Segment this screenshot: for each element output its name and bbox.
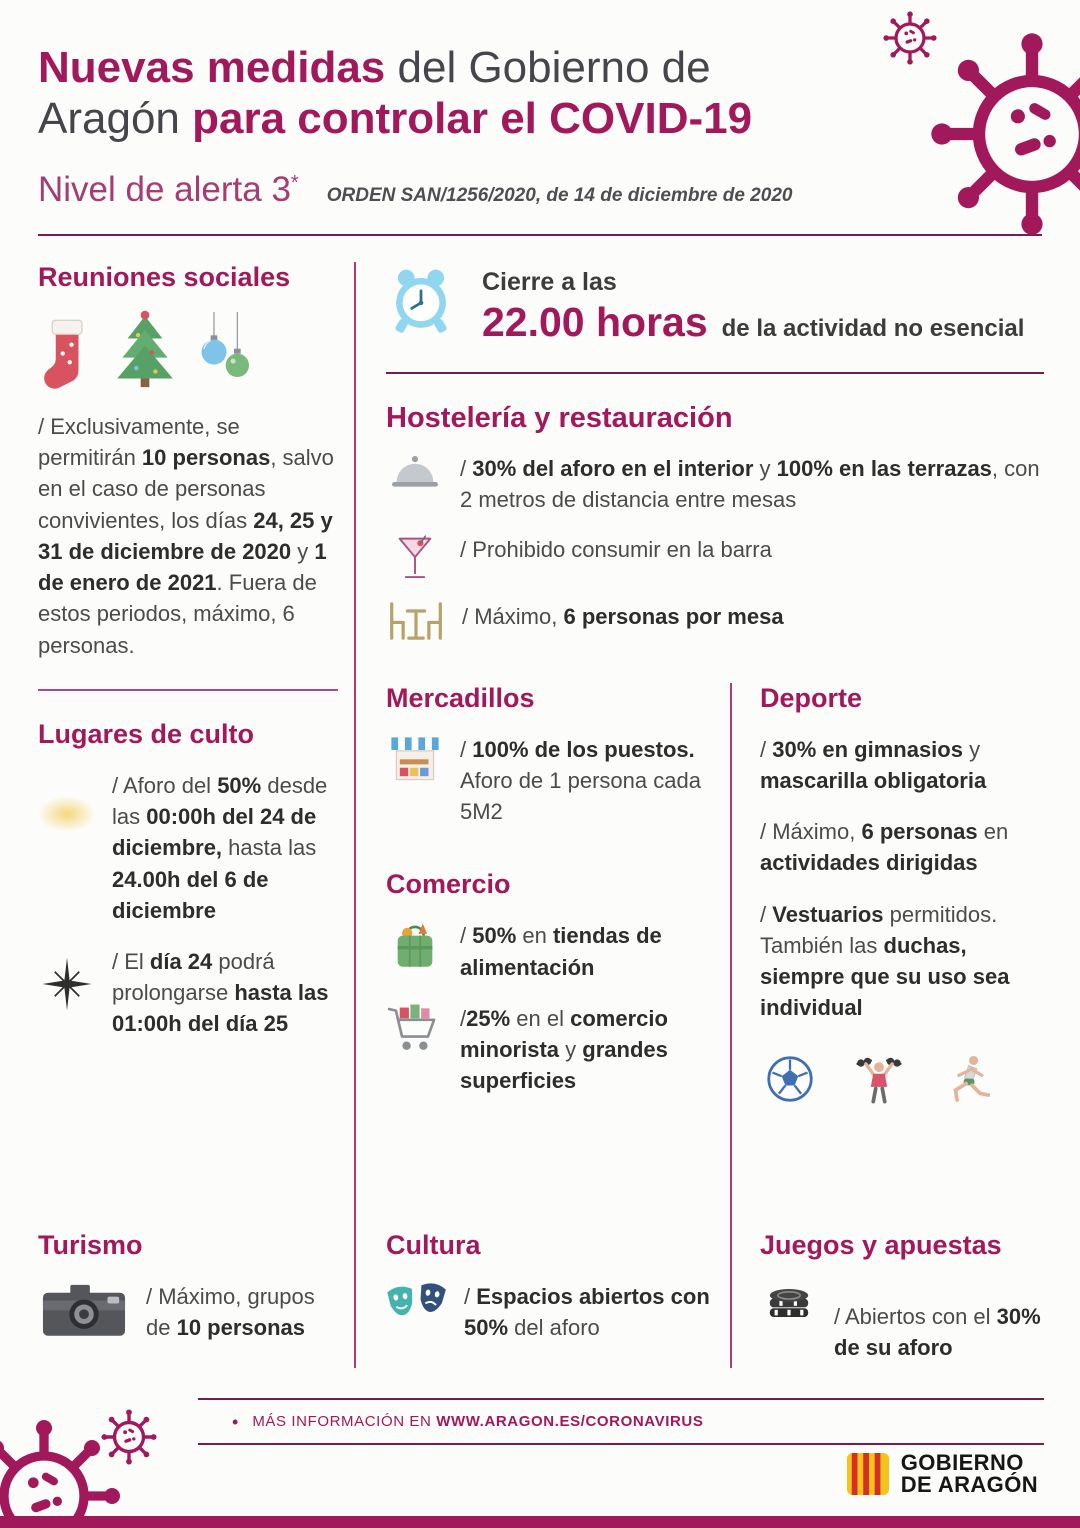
market-stall-icon [386, 734, 444, 828]
cultura-text: / Espacios abiertos con 50% del aforo [464, 1284, 710, 1341]
christmas-tree-icon [112, 309, 178, 389]
section-culto [38, 719, 338, 1040]
hosteleria-text-aforo: / 30% del aforo en el interior y 100% en las terrazas, con 2 metros de distancia entre mesas [460, 456, 1040, 513]
virus-icon [100, 1408, 158, 1466]
hosteleria-item-mesa [386, 601, 1044, 641]
section-deporte [760, 683, 1044, 1105]
section-cultura [386, 1230, 716, 1368]
lower-columns [386, 683, 1044, 1368]
ornaments-icon [194, 312, 254, 389]
mercadillos-item [386, 734, 716, 828]
alarm-clock-icon [386, 266, 456, 336]
bottom-accent-bar [0, 1516, 1080, 1528]
hosteleria-text-mesa: / Máximo, 6 personas por mesa [462, 603, 784, 629]
alert-row [38, 170, 1042, 210]
middle-column [386, 683, 716, 1368]
logo-line2: DE ARAGÓN [900, 1472, 1038, 1498]
section-comercio [386, 869, 716, 1096]
deporte-text-dirigidas: / Máximo, 6 personas en actividades dirigidas [760, 819, 1009, 876]
section-title-juegos: Juegos y apuestas [760, 1230, 1002, 1261]
comercio-text-minorista: /25% en el comercio minorista y grandes superficies [460, 1005, 668, 1094]
christmas-stocking-icon [40, 315, 96, 389]
comercio-item-minorista [386, 1003, 716, 1097]
candle-glow-icon [38, 770, 96, 926]
section-title-turismo: Turismo [38, 1230, 143, 1261]
right-area [356, 262, 1044, 1368]
page-title: Nuevas medidas del Gobierno de Aragón para controlar el COVID-19 [38, 43, 753, 144]
vertical-divider [730, 683, 732, 1368]
section-title-reuniones: Reuniones sociales [38, 262, 291, 293]
section-title-culto: Lugares de culto [38, 718, 255, 749]
logo-text [901, 1452, 1038, 1497]
order-reference: ORDEN SAN/1256/2020, de 14 de diciembre de 2020 [326, 185, 793, 207]
bullet-icon: • [232, 1411, 239, 1432]
cocktail-icon [386, 534, 444, 583]
right-column [732, 683, 1044, 1368]
culto-text-dia24: / El día 24 podrá prolongarse hasta las 01:00h del día 25 [112, 949, 329, 1037]
turismo-item [38, 1281, 338, 1343]
star-icon [38, 946, 96, 1040]
culto-text-aforo: / Aforo del 50% desde las 00:00h del 24 de diciembre, hasta las 24.00h del 6 de diciembre [112, 772, 328, 923]
christmas-icons-row [40, 309, 338, 389]
closing-time: 22.00 horas [482, 299, 708, 346]
section-title-deporte: Deporte [760, 682, 863, 713]
runner-icon [944, 1054, 990, 1105]
more-info-text: MÁS INFORMACIÓN EN WWW.ARAGON.ES/CORONAVIRUS [252, 1413, 704, 1430]
juegos-item [760, 1281, 1044, 1363]
section-mercadillos [386, 683, 716, 828]
grocery-basket-icon [386, 920, 444, 982]
culto-item-aforo [38, 770, 338, 926]
comercio-item-alimentacion [386, 920, 716, 982]
soccer-ball-icon [766, 1055, 814, 1103]
comercio-text-alimentacion: / 50% en tiendas de alimentación [460, 923, 662, 980]
header-divider [38, 234, 1042, 236]
logo-line1: GOBIERNO [900, 1450, 1024, 1475]
deporte-text-gimnasios: / 30% en gimnasios y mascarilla obligatoria [760, 736, 987, 793]
turismo-text: / Máximo, grupos de 10 personas [146, 1284, 315, 1341]
section-title-hosteleria: Hostelería y restauración [386, 402, 733, 435]
weightlifter-icon [856, 1054, 902, 1105]
gobierno-aragon-logo [847, 1452, 1038, 1497]
alert-level: Nivel de alerta 3 [38, 170, 291, 210]
poker-chips-icon [760, 1281, 818, 1363]
hosteleria-text-barra: / Prohibido consumir en la barra [460, 536, 772, 562]
hosteleria-item-barra [386, 534, 1044, 583]
section-title-comercio: Comercio [386, 869, 511, 900]
section-juegos [760, 1230, 1044, 1368]
hosteleria-item-aforo [386, 453, 1044, 515]
sports-icons-row [760, 1054, 1044, 1105]
mercadillos-text: / 100% de los puestos. Aforo de 1 persona cada 5M2 [460, 736, 701, 825]
section-reuniones [38, 262, 338, 661]
closing-text [482, 266, 1024, 346]
divider [38, 689, 338, 691]
juegos-text: / Abiertos con el 30% de su aforo [834, 1304, 1041, 1361]
section-turismo [38, 1230, 338, 1368]
closing-suffix: de la actividad no esencial [721, 315, 1025, 343]
aragon-flag-icon [847, 1453, 889, 1495]
vertical-divider [354, 262, 356, 1368]
reuniones-text: / Exclusivamente, se permitirán 10 personas, salvo en el caso de personas convivientes, los días 24, 25 y 31 de diciembre de 2020 y 1 de enero de 2021. Fuera de estos periodos, máximo, 6 personas. [38, 413, 334, 658]
section-title-mercadillos: Mercadillos [386, 682, 535, 713]
closing-intro: Cierre a las [482, 268, 617, 297]
virus-icon [926, 28, 1080, 240]
section-title-cultura: Cultura [386, 1230, 481, 1261]
section-hosteleria [386, 402, 1044, 641]
shopping-cart-icon [386, 1003, 444, 1097]
serving-dish-icon [386, 453, 444, 515]
content [0, 236, 1080, 1368]
theater-masks-icon [386, 1281, 448, 1343]
divider [386, 372, 1044, 374]
cultura-item [386, 1281, 716, 1343]
more-info-bar [198, 1398, 1044, 1445]
alert-asterisk: * [290, 172, 299, 195]
left-column [38, 262, 338, 1368]
camera-icon [38, 1281, 130, 1343]
deporte-text-vestuarios: / Vestuarios permitidos. También las duchas, siempre que su uso sea individual [760, 901, 1010, 1021]
closing-banner [386, 266, 1044, 346]
culto-item-dia24 [38, 946, 338, 1040]
table-chairs-icon [386, 601, 446, 641]
